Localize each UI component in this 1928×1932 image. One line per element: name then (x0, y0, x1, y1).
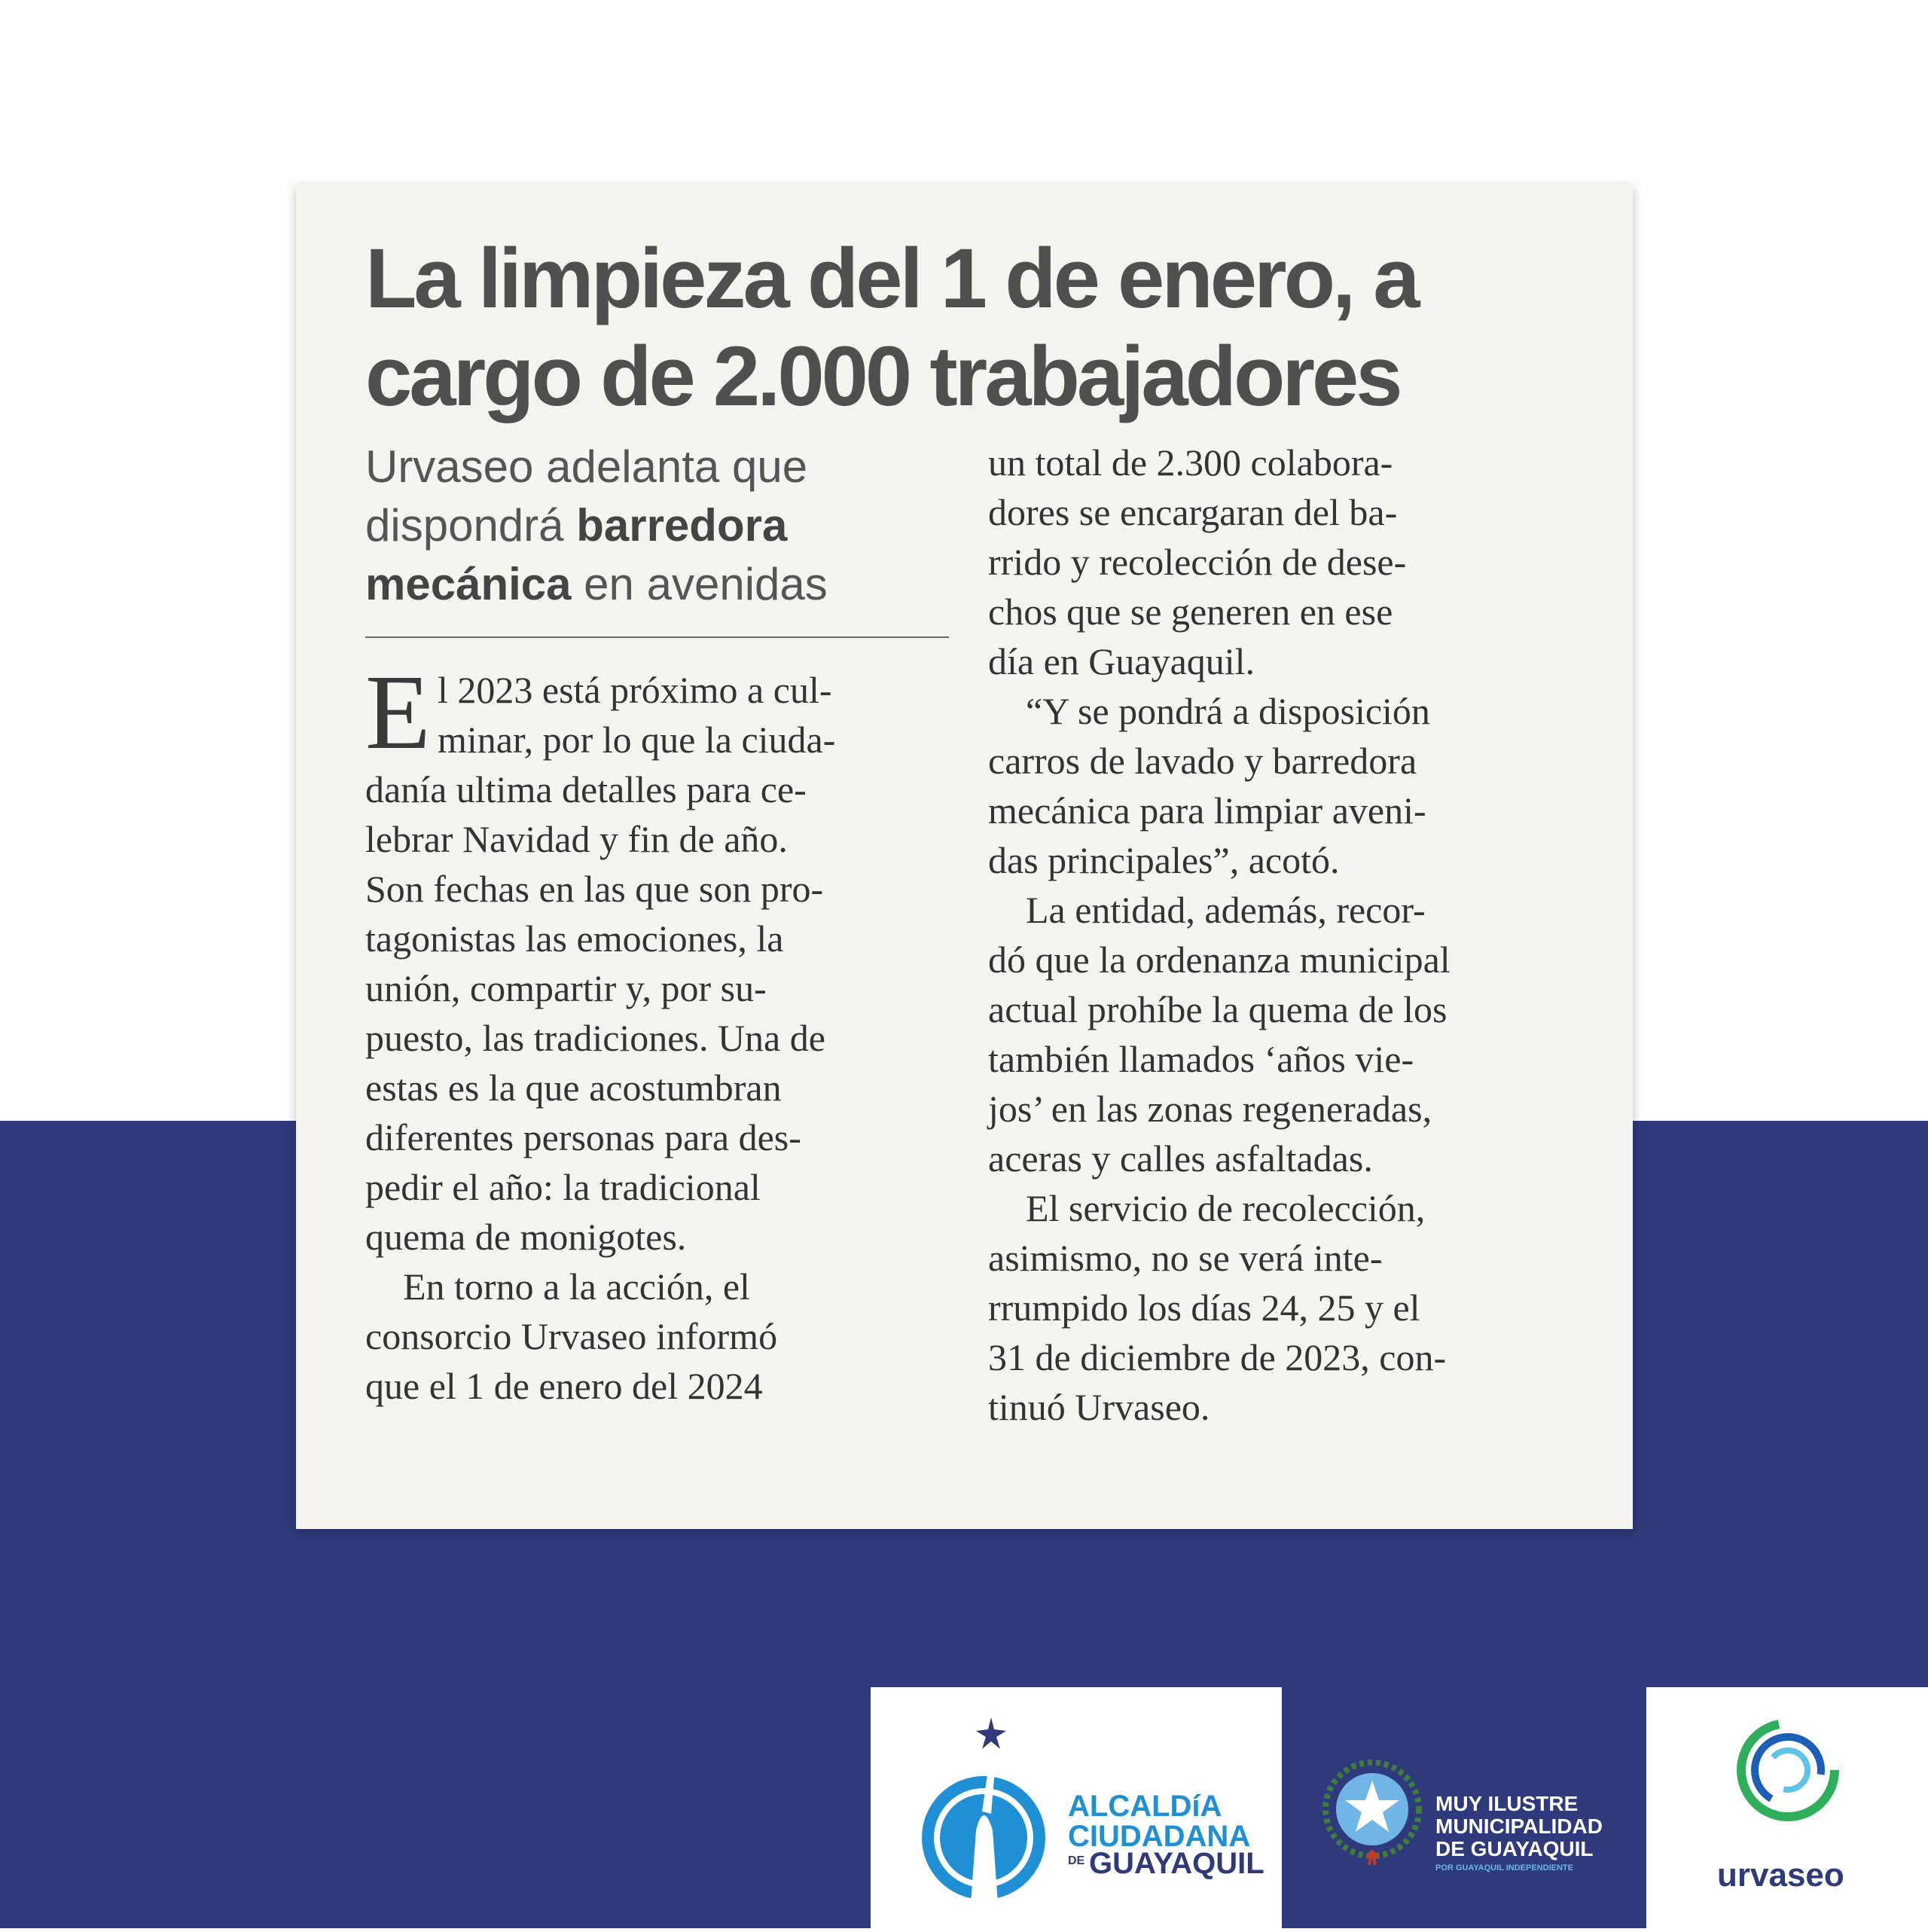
article-columns (365, 438, 1580, 1432)
alcaldia-line1: ALCALDíA (1068, 1790, 1222, 1823)
newspaper-clipping (296, 185, 1633, 1529)
body-line: carros de lavado y barredora (988, 740, 1417, 782)
body-line: Son fechas en las que son pro- (365, 868, 824, 910)
deck-text: en avenidas (571, 559, 828, 609)
body-line: diferentes personas para des- (365, 1116, 801, 1158)
logo-strip (871, 1687, 1928, 1928)
municipalidad-logo (1282, 1687, 1646, 1928)
headline (365, 230, 1580, 426)
municipalidad-line1: MUY ILUSTRE (1435, 1792, 1579, 1815)
headline-line: cargo de 2.000 trabajadores (365, 329, 1400, 423)
body-line: rrido y recolección de dese- (988, 541, 1407, 583)
body-line: rrumpido los días 24, 25 y el (988, 1286, 1420, 1329)
body-line: quema de monigotes. (365, 1216, 687, 1258)
right-column (988, 438, 1573, 1432)
body-line: que el 1 de enero del 2024 (365, 1365, 763, 1407)
alcaldia-line3-small: DE (1068, 1854, 1085, 1867)
deck-line (365, 496, 949, 555)
body-line: día en Guayaquil. (988, 640, 1255, 682)
body-line: das principales”, acotó. (988, 839, 1340, 881)
alcaldia-line3: GUAYAQUIL (1089, 1847, 1264, 1880)
divider-rule (365, 636, 949, 638)
left-body (365, 652, 949, 1411)
body-line: estas es la que acostumbran (365, 1067, 782, 1109)
body-line: El servicio de recolección, (988, 1187, 1426, 1229)
body-line: mecánica para limpiar aveni- (988, 789, 1426, 832)
body-line: aceras y calles asfaltadas. (988, 1137, 1373, 1180)
left-body-lines (365, 665, 949, 1411)
left-column (365, 438, 949, 1432)
body-line: actual prohíbe la quema de los (988, 988, 1448, 1030)
body-line: tagonistas las emociones, la (365, 917, 784, 960)
body-line: En torno a la acción, el (365, 1265, 750, 1308)
body-line: puesto, las tradiciones. Una de (365, 1017, 825, 1059)
urvaseo-wordmark: urvaseo (1717, 1857, 1844, 1894)
body-line: consorcio Urvaseo informó (365, 1315, 778, 1357)
body-line: un total de 2.300 colabora- (988, 441, 1393, 484)
deck-text: dispondrá (365, 500, 577, 551)
municipalidad-line2: MUNICIPALIDAD (1435, 1814, 1603, 1838)
body-line: chos que se generen en ese (988, 591, 1393, 633)
body-line: jos’ en las zonas regeneradas, (988, 1088, 1432, 1130)
headline-line: La limpieza del 1 de enero, a (365, 231, 1417, 325)
body-line: “Y se pondrá a disposición (988, 690, 1430, 732)
right-body-lines (988, 438, 1573, 1432)
deck-bold-text: mecánica (365, 559, 572, 609)
body-line: tinuó Urvaseo. (988, 1386, 1210, 1428)
body-line: dores se encargaran del ba- (988, 491, 1398, 533)
body-line: unión, compartir y, por su- (365, 967, 767, 1009)
body-line: asimismo, no se verá inte- (988, 1237, 1383, 1279)
body-line: La entidad, además, recor- (988, 889, 1426, 931)
alcaldia-line2: CIUDADANA (1068, 1820, 1251, 1853)
body-line: dó que la ordenanza municipal (988, 939, 1451, 981)
drop-cap: E (365, 652, 431, 771)
deck (365, 438, 949, 614)
body-line: danía ultima detalles para ce- (365, 768, 807, 810)
body-line: minar, por lo que la ciuda- (438, 719, 836, 761)
alcaldia-logo (871, 1687, 1282, 1928)
deck-line (365, 555, 949, 614)
body-line: lebrar Navidad y fin de año. (365, 818, 788, 860)
body-line: l 2023 está próximo a cul- (438, 669, 832, 711)
municipalidad-tagline: POR GUAYAQUIL INDEPENDIENTE (1435, 1863, 1573, 1872)
deck-line: Urvaseo adelanta que (365, 441, 808, 492)
deck-bold-text: barredora (576, 500, 788, 551)
body-line: 31 de diciembre de 2023, con- (988, 1336, 1447, 1378)
urvaseo-logo (1646, 1687, 1928, 1928)
body-line: pedir el año: la tradicional (365, 1166, 761, 1208)
municipalidad-line3: DE GUAYAQUIL (1435, 1837, 1594, 1860)
body-line: también llamados ‘años vie- (988, 1038, 1414, 1080)
